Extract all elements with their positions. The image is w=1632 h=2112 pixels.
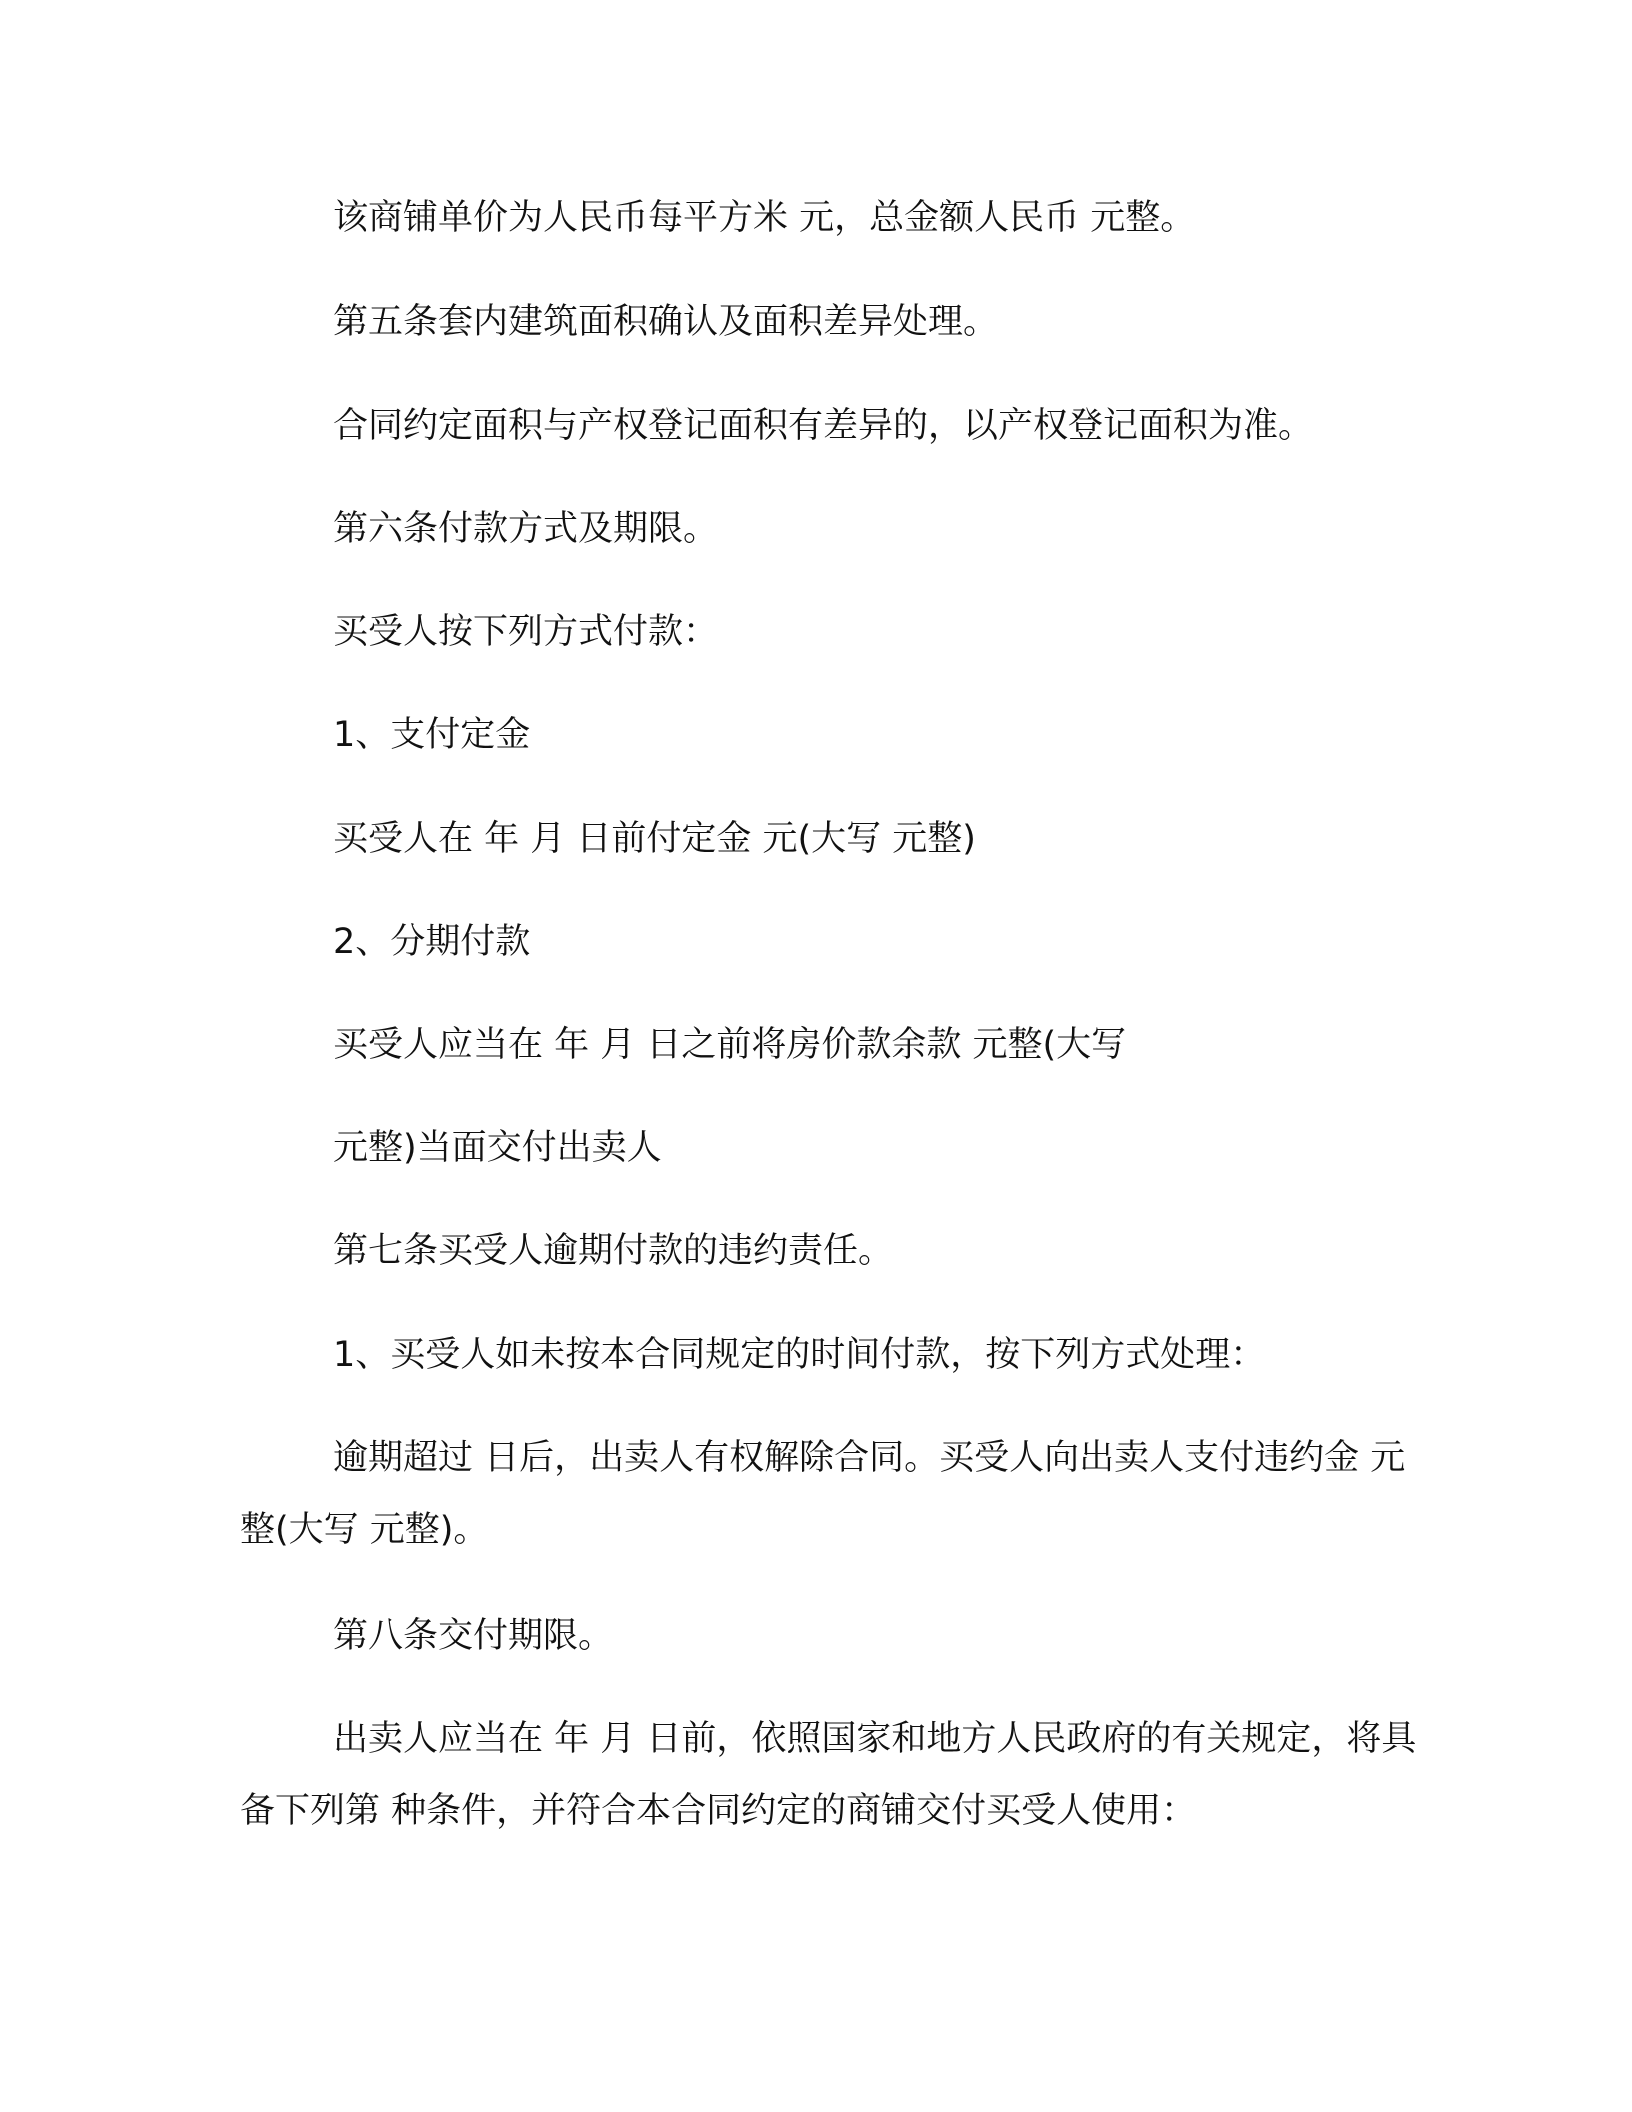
paragraph-article-6-heading: 第六条付款方式及期限。 [333,509,719,549]
paragraph-article-8-heading: 第八条交付期限。 [333,1616,614,1656]
paragraph-payment-method: 买受人按下列方式付款： [333,612,719,652]
paragraph-late-payment-detail: 逾期超过 日后，出卖人有权解除合同。买受人向出卖人支付违约金 元整(大写 元整)。 [240,1438,1406,1550]
paragraph-installment-detail: 买受人应当在 年 月 日之前将房价款余款 元整(大写 [333,1025,1127,1065]
paragraph-article-5-heading: 第五条套内建筑面积确认及面积差异处理。 [333,302,999,342]
paragraph-installment-item: 2、分期付款 [333,922,531,962]
paragraph-deposit-item: 1、支付定金 [333,715,531,755]
paragraph-installment-detail-continued: 元整)当面交付出卖人 [333,1128,662,1168]
paragraph-deposit-detail: 买受人在 年 月 日前付定金 元(大写 元整) [333,819,976,859]
paragraph-unit-price: 该商铺单价为人民币每平方米 元，总金额人民币 元整。 [333,198,1196,238]
paragraph-article-7-heading: 第七条买受人逾期付款的违约责任。 [333,1231,894,1271]
paragraph-area-difference: 合同约定面积与产权登记面积有差异的，以产权登记面积为准。 [333,406,1314,446]
paragraph-late-payment-item: 1、买受人如未按本合同规定的时间付款，按下列方式处理： [333,1335,1266,1375]
paragraph-delivery-deadline: 出卖人应当在 年 月 日前，依照国家和地方人民政府的有关规定，将具备下列第 种条件，并符合本合同约定的商铺交付买受人使用： [240,1719,1417,1831]
